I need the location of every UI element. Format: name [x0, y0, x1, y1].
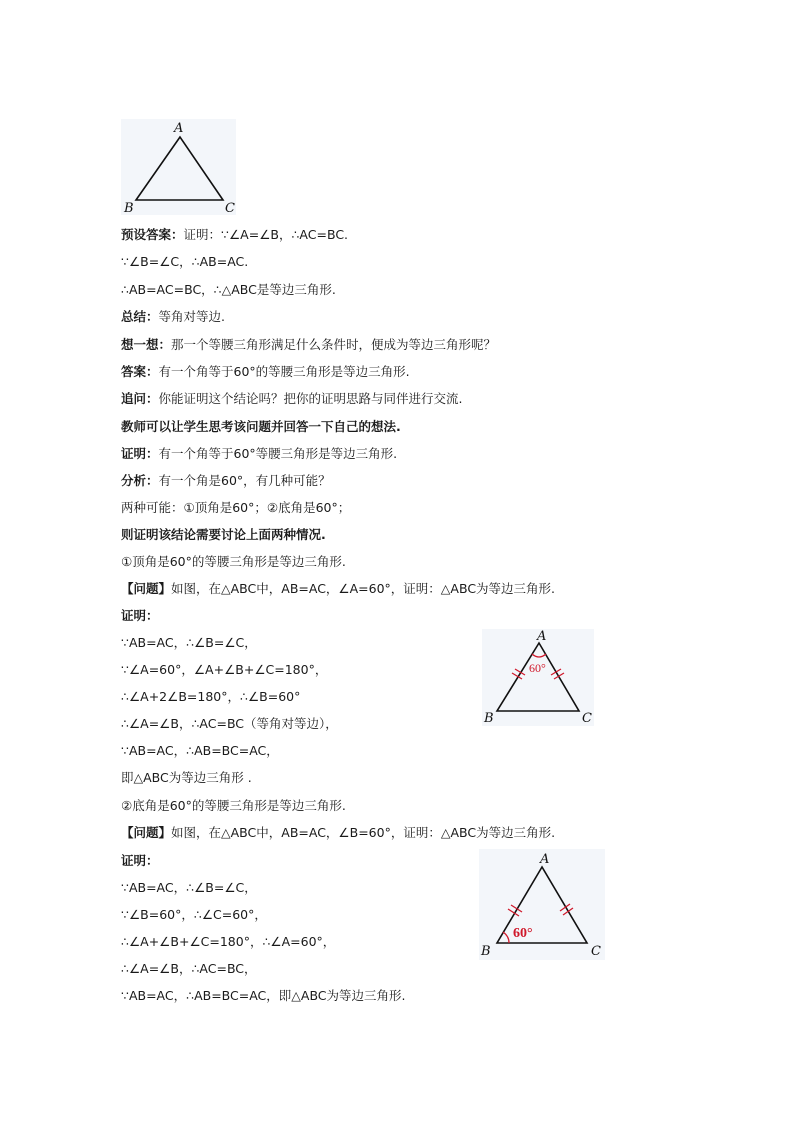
line-text: ∴∠A+∠B+∠C=180°，∴∠A=60°， — [121, 934, 336, 949]
bold-label: 证明： — [121, 608, 159, 623]
text-line — [121, 933, 335, 951]
bold-label: 【问题】 — [121, 581, 172, 596]
triangle-figure-3 — [479, 849, 605, 960]
text-line — [121, 797, 346, 815]
line-text: ∵∠A=60°，∠A+∠B+∠C=180°， — [121, 662, 328, 677]
text-line — [121, 281, 336, 299]
line-text: ∵∠B=60°，∴∠C=60°， — [121, 907, 267, 922]
text-line — [121, 987, 406, 1005]
bold-label: 想一想： — [121, 337, 172, 352]
line-text: ∴AB=AC=BC，∴△ABC是等边三角形. — [121, 282, 336, 297]
line-text: ∵AB=AC，∴AB=BC=AC，即△ABC为等边三角形. — [121, 988, 406, 1003]
vertex-label-a: A — [174, 121, 184, 136]
text-line — [121, 445, 397, 463]
bold-label: 总结： — [121, 309, 159, 324]
text-line — [121, 769, 252, 787]
vertex-label-c: C — [225, 201, 235, 215]
text-line — [121, 580, 555, 598]
text-line — [121, 308, 225, 326]
vertex-label-b: B — [124, 201, 134, 215]
text-line — [121, 634, 257, 652]
text-line — [121, 824, 555, 842]
line-text: ∵∠B=∠C，∴AB=AC. — [121, 254, 249, 269]
text-line — [121, 499, 350, 517]
line-text: ①顶角是60°的等腰三角形是等边三角形. — [121, 554, 346, 569]
text-line — [121, 526, 326, 544]
triangle-diagram-2 — [482, 629, 594, 726]
line-text: 那一个等腰三角形满足什么条件时，便成为等边三角形呢？ — [171, 337, 497, 352]
bold-label: 证明： — [121, 853, 159, 868]
line-text: 证明：∵∠A=∠B，∴AC=BC. — [183, 227, 349, 242]
bold-label: 追问： — [121, 391, 159, 406]
text-line — [121, 661, 327, 679]
text-line — [121, 472, 331, 490]
text-line — [121, 226, 348, 244]
triangle-figure-2 — [482, 629, 594, 726]
bold-label: 则证明该结论需要讨论上面两种情况. — [121, 527, 326, 542]
bold-label: 【问题】 — [121, 825, 172, 840]
line-text: ∵AB=AC，∴AB=BC=AC， — [121, 743, 279, 758]
vertex-label-b: B — [481, 944, 491, 959]
triangle-diagram-1 — [121, 119, 236, 215]
triangle-figure-1 — [121, 119, 236, 215]
text-line — [121, 253, 248, 271]
bold-label: 证明： — [121, 446, 159, 461]
line-text: 等角对等边. — [158, 309, 225, 324]
text-line — [121, 607, 159, 625]
text-line — [121, 418, 401, 436]
vertex-label-a: A — [537, 629, 547, 644]
text-line — [121, 390, 463, 408]
vertex-label-a: A — [540, 852, 550, 867]
line-text: 两种可能：①顶角是60°；②底角是60°； — [121, 500, 351, 515]
text-line — [121, 553, 346, 571]
angle-label-60: 60° — [529, 661, 546, 675]
line-text: ∴∠A+2∠B=180°，∴∠B=60° — [121, 689, 301, 704]
text-line — [121, 336, 496, 354]
text-line — [121, 852, 159, 870]
text-line — [121, 688, 300, 706]
bold-label: 答案： — [121, 364, 159, 379]
bold-label: 分析： — [121, 473, 159, 488]
text-line — [121, 960, 257, 978]
line-text: 有一个角等于60°等腰三角形是等边三角形. — [158, 446, 398, 461]
vertex-label-c: C — [591, 944, 601, 959]
text-line — [121, 742, 279, 760]
text-line — [121, 879, 257, 897]
line-text: ∴∠A=∠B，∴AC=BC， — [121, 961, 257, 976]
triangle-diagram-3 — [479, 849, 605, 960]
line-text: ∵AB=AC，∴∠B=∠C， — [121, 635, 257, 650]
line-text: ∵AB=AC，∴∠B=∠C， — [121, 880, 257, 895]
angle-label-60: 60° — [513, 926, 533, 941]
text-line — [121, 715, 338, 733]
line-text: 有一个角是60°，有几种可能？ — [158, 473, 331, 488]
line-text: 有一个角等于60°的等腰三角形是等边三角形. — [158, 364, 410, 379]
line-text: 即△ABC为等边三角形 . — [121, 770, 252, 785]
line-text: 如图，在△ABC中，AB=AC，∠B=60°，证明：△ABC为等边三角形. — [171, 825, 556, 840]
vertex-label-c: C — [582, 711, 592, 726]
line-text: 你能证明这个结论吗？把你的证明思路与同伴进行交流. — [158, 391, 463, 406]
line-text: ∴∠A=∠B，∴AC=BC（等角对等边）， — [121, 716, 338, 731]
line-text: 如图，在△ABC中，AB=AC，∠A=60°，证明：△ABC为等边三角形. — [171, 581, 556, 596]
bold-label: 预设答案： — [121, 227, 184, 242]
text-line — [121, 363, 410, 381]
bold-label: 教师可以让学生思考该问题并回答一下自己的想法. — [121, 419, 401, 434]
vertex-label-b: B — [484, 711, 494, 726]
line-text: ②底角是60°的等腰三角形是等边三角形. — [121, 798, 346, 813]
text-line — [121, 906, 267, 924]
